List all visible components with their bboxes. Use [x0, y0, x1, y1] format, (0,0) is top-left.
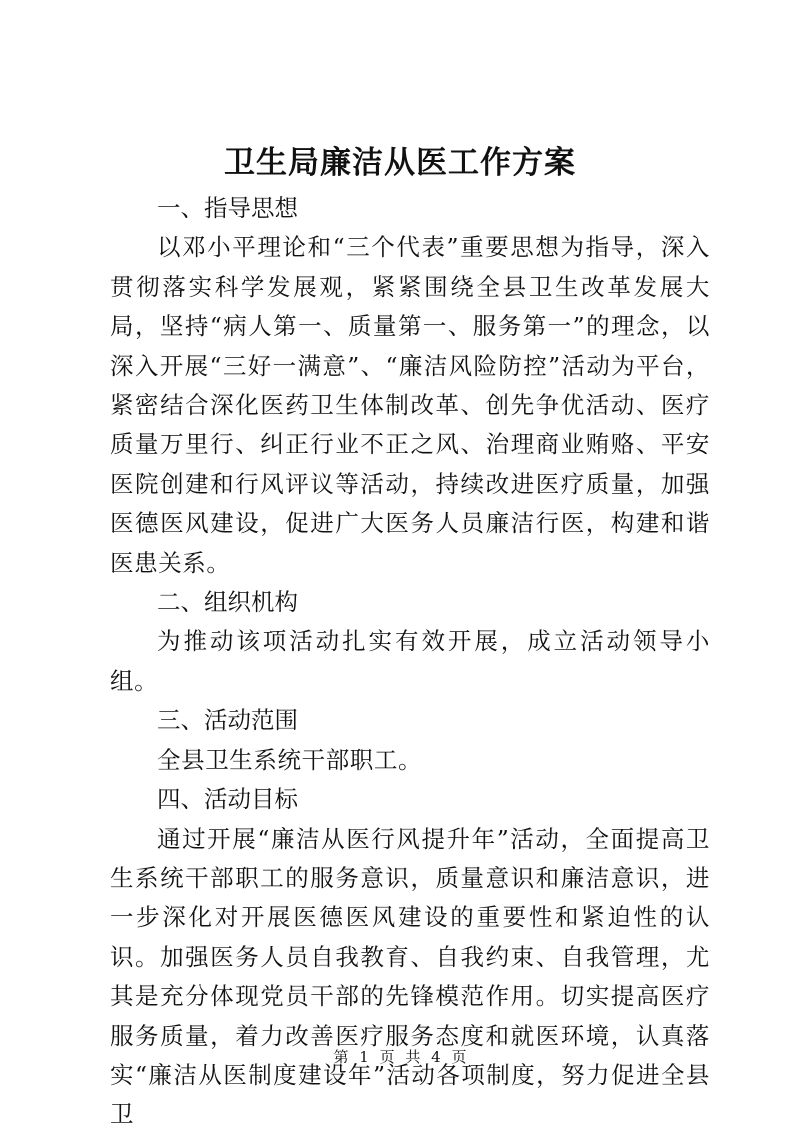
- section-heading: 一、指导思想: [157, 194, 298, 222]
- section-heading: 二、组织机构: [157, 588, 298, 617]
- document-body: [110, 189, 710, 1135]
- section-heading: 三、活动范围: [157, 706, 298, 735]
- section-heading: 四、活动目标: [157, 785, 298, 814]
- section-paragraph: 为推动该项活动扎实有效开展，成立活动领导小组。: [110, 627, 710, 695]
- section-paragraph: 通过开展“廉洁从医行风提升年”活动，全面提高卫生系统干部职工的服务意识，质量意识和廉洁意识，进一步深化对开展医德医风建设的重要性和紧迫性的认识。加强医务人员自我教育、自我约束、自我管理，尤其是充分体现党员干部的先锋模范作用。切实提高医疗服务质量，着力改善医疗服务态度和就医环境，认真落实“廉洁从医制度建设年”活动各项制度，努力促进全县卫: [110, 824, 710, 1129]
- document-title: 卫生局廉洁从医工作方案: [224, 145, 576, 181]
- section-paragraph: 以邓小平理论和“三个代表”重要思想为指导，深入贯彻落实科学发展观，紧紧围绕全县卫生改革发展大局，坚持“病人第一、质量第一、服务第一”的理念，以深入开展“三好一满意”、“廉洁风险防控”活动为平台，紧密结合深化医药卫生体制改革、创先争优活动、医疗质量万里行、纠正行业不正之风、治理商业贿赂、平安医院创建和行风评议等活动，持续改进医疗质量，加强医德医风建设，促进广大医务人员廉洁行医，构建和谐医患关系。: [110, 233, 710, 577]
- section-paragraph: 全县卫生系统干部职工。: [157, 745, 423, 774]
- page-number-footer: 第 1 页 共 4 页: [333, 1048, 467, 1066]
